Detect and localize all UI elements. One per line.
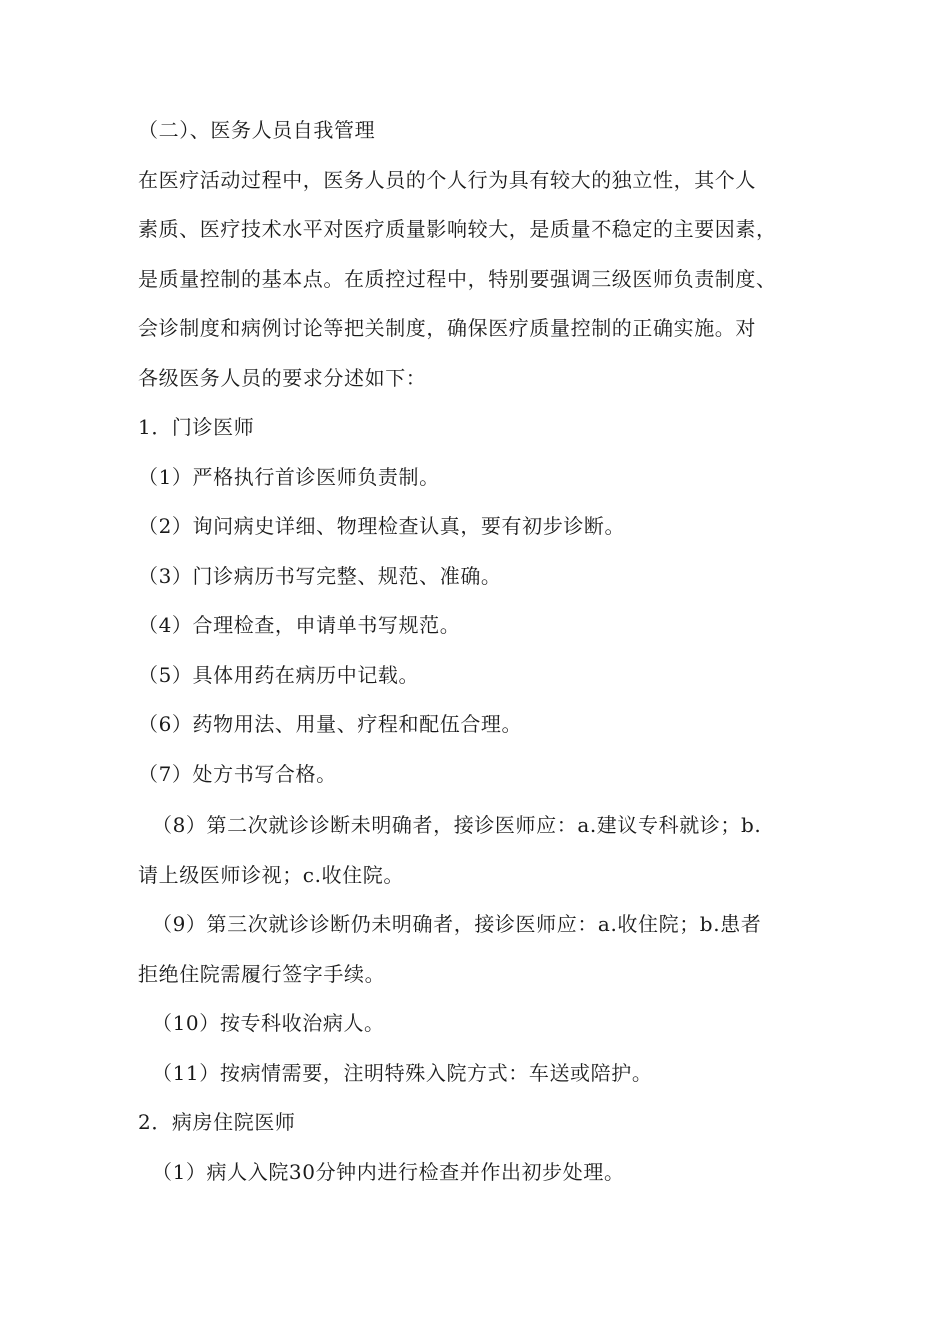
ward-heading: 2．病房住院医师 — [138, 1110, 296, 1134]
outpatient-item-6: （6）药物用法、用量、疗程和配伍合理。 — [138, 712, 523, 736]
intro-line-5: 各级医务人员的要求分述如下： — [138, 366, 427, 390]
outpatient-item-7: （7）处方书写合格。 — [138, 762, 337, 786]
outpatient-item-4: （4）合理检查，申请单书写规范。 — [138, 613, 461, 637]
intro-line-3: 是质量控制的基本点。在质控过程中，特别要强调三级医师负责制度、 — [138, 267, 777, 291]
outpatient-item-1: （1）严格执行首诊医师负责制。 — [138, 465, 440, 489]
outpatient-item-9-line-1: （9）第三次就诊诊断仍未明确者，接诊医师应：a.收住院；b.患者 — [152, 912, 762, 936]
outpatient-item-8-line-1: （8）第二次就诊诊断未明确者，接诊医师应：a.建议专科就诊；b. — [152, 813, 762, 837]
outpatient-item-2: （2）询问病史详细、物理检查认真，要有初步诊断。 — [138, 514, 626, 538]
outpatient-item-3: （3）门诊病历书写完整、规范、准确。 — [138, 564, 502, 588]
intro-line-2: 素质、医疗技术水平对医疗质量影响较大，是质量不稳定的主要因素， — [138, 217, 777, 241]
outpatient-item-5: （5）具体用药在病历中记载。 — [138, 663, 420, 687]
ward-item-1: （1）病人入院30分钟内进行检查并作出初步处理。 — [152, 1160, 625, 1184]
outpatient-item-11: （11）按病情需要，注明特殊入院方式：车送或陪护。 — [152, 1061, 653, 1085]
outpatient-item-9-line-2: 拒绝住院需履行签字手续。 — [138, 962, 386, 986]
intro-line-4: 会诊制度和病例讨论等把关制度，确保医疗质量控制的正确实施。对 — [138, 316, 756, 340]
section-title: （二）、医务人员自我管理 — [138, 118, 376, 142]
outpatient-item-8-line-2: 请上级医师诊视；c.收住院。 — [138, 863, 404, 887]
outpatient-item-10: （10）按专科收治病人。 — [152, 1011, 385, 1035]
intro-line-1: 在医疗活动过程中，医务人员的个人行为具有较大的独立性，其个人 — [138, 168, 756, 192]
outpatient-heading: 1．门诊医师 — [138, 415, 255, 439]
